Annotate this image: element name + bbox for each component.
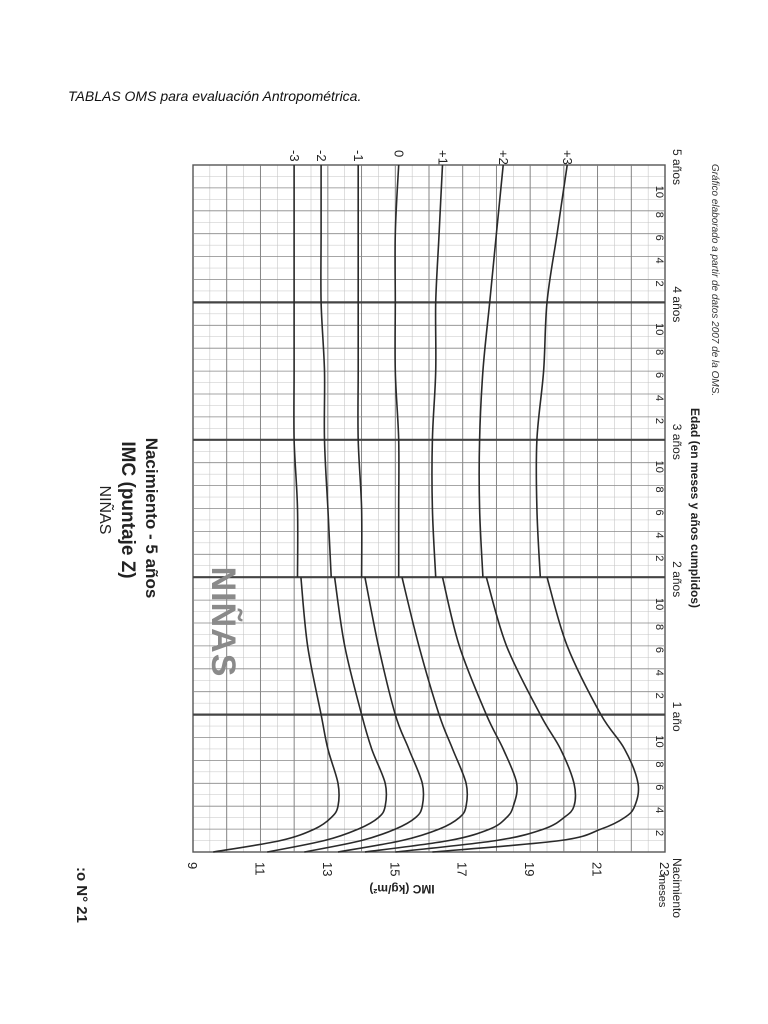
x-tick-label: 4 xyxy=(653,807,665,814)
series-label-+1: +1 xyxy=(435,150,451,165)
x-tick-label: 8 xyxy=(653,211,665,218)
labels-layer xyxy=(73,149,720,923)
chart-title-line-1: NIÑAS xyxy=(96,485,113,535)
y-axis-title: IMC (kg/m²) xyxy=(369,882,435,896)
x-axis-title: Edad (en meses y años cumplidos) xyxy=(688,407,702,609)
x-tick-label: 8 xyxy=(653,623,665,631)
x-tick-label: 2 xyxy=(653,830,665,837)
x-tick-label: 6 xyxy=(653,234,665,241)
x-tick-label: 4 xyxy=(653,257,665,264)
year-label: 1 año xyxy=(670,701,684,732)
x-start-label: Nacimiento xyxy=(670,858,684,919)
series-label-+2: +2 xyxy=(496,150,512,165)
chart-title-line-2: IMC (puntaje Z) xyxy=(117,441,138,579)
y-tick-label: 11 xyxy=(252,862,268,876)
x-tick-label: 2 xyxy=(653,417,665,424)
y-tick-label: 19 xyxy=(522,862,538,877)
y-tick-label: 21 xyxy=(589,862,605,877)
x-tick-label: 10 xyxy=(653,597,665,611)
x-tick-label: 10 xyxy=(653,185,665,199)
x-tick-label: 6 xyxy=(653,646,665,653)
x-tick-label: 2 xyxy=(653,555,665,562)
x-tick-label: 4 xyxy=(653,394,665,402)
series-label--1: -1 xyxy=(351,150,367,162)
x-tick-label: 6 xyxy=(653,372,665,379)
series-label-+3: +3 xyxy=(560,150,576,165)
y-tick-label: 15 xyxy=(387,862,403,877)
x-tick-label: 6 xyxy=(653,509,665,516)
y-tick-label: 17 xyxy=(454,862,470,877)
series-label-0: 0 xyxy=(391,150,407,158)
x-tick-label: 10 xyxy=(653,323,665,336)
x-tick-label: 10 xyxy=(653,735,665,748)
chart-footnote: Gráfico elaborado a partir de datos 2007 de la OMS. xyxy=(709,163,720,397)
year-label: 4 años xyxy=(670,286,684,323)
year-label: 5 años xyxy=(670,148,684,186)
x-tick-label: 2 xyxy=(653,692,665,699)
x-tick-label: 8 xyxy=(653,349,665,356)
x-tick-label: 4 xyxy=(653,669,665,676)
document-header: TABLAS OMS para evaluación Antropométrica. xyxy=(68,88,362,104)
series-label--3: -3 xyxy=(287,150,303,162)
x-tick-label: 10 xyxy=(653,460,665,473)
x-unit-label: meses xyxy=(656,875,668,908)
x-tick-label: 4 xyxy=(653,532,665,539)
y-tick-label: 13 xyxy=(319,862,335,877)
year-label: 3 años xyxy=(670,423,684,460)
x-tick-label: 6 xyxy=(653,784,665,791)
watermark-label: NIÑAS xyxy=(204,566,242,678)
x-tick-label: 8 xyxy=(653,761,665,768)
y-tick-label: 9 xyxy=(185,862,200,870)
figure-tag: :o N° 21 xyxy=(73,866,90,924)
x-tick-label: 8 xyxy=(653,486,665,493)
y-tick-label: 23 xyxy=(657,862,672,877)
x-tick-label: 2 xyxy=(653,280,665,287)
year-label: 2 años xyxy=(670,561,684,598)
series-label--2: -2 xyxy=(314,150,330,162)
chart-title-line-3: Nacimiento - 5 años xyxy=(142,437,161,599)
